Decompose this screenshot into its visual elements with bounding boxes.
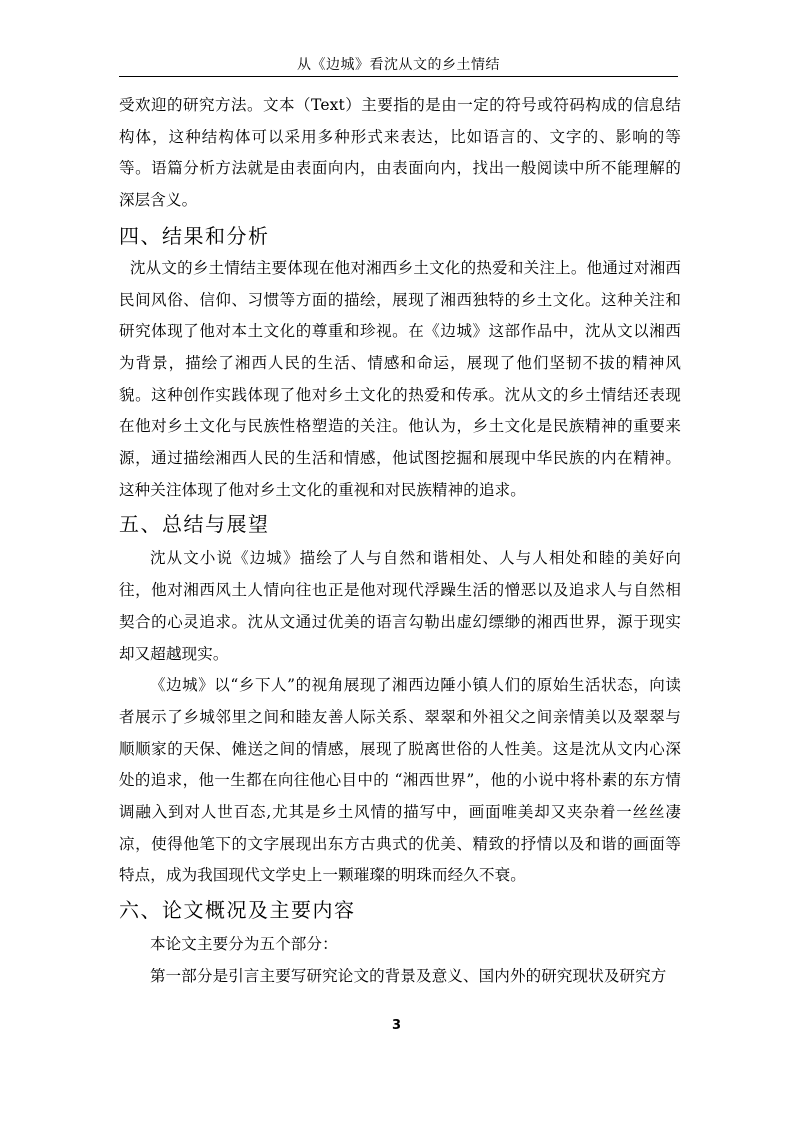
section-6-paragraph-2: 第一部分是引言主要写研究论文的背景及意义、国内外的研究现状及研究方 [150,966,667,985]
page-number: 3 [391,1018,402,1033]
section-6-paragraph-1: 本论文主要分为五个部分： [150,935,338,954]
section-4-heading: 四、结果和分析 [119,223,270,248]
section-5-paragraph-1: 沈从文小说《边城》描绘了人与自然和谐相处、人与人相处和睦的美好向往，他对湘西风土人情向往也正是他对现代浮躁生活的憎恶以及追求人与自然相契合的心灵追求。沈从文通过优美的语言勾勒出虚幻缥缈的湘西世界，源于现实却又超越现实。 [119,549,681,663]
section-5-heading: 五、总结与展望 [119,512,270,537]
section-4-paragraph: 沈从文的乡土情结主要体现在他对湘西乡土文化的热爱和关注上。他通过对湘西民间风俗、信仰、习惯等方面的描绘，展现了湘西独特的乡土文化。这种关注和研究体现了他对本土文化的尊重和珍视。在《边城》这部作品中，沈从文以湘西为背景，描绘了湘西人民的生活、情感和命运，展现了他们坚韧不拔的精神风貌。这种创作实践体现了他对乡土文化的热爱和传承。沈从文的乡土情结还表现在他对乡土文化与民族性格塑造的关注。他认为，乡土文化是民族精神的重要来源，通过描绘湘西人民的生活和情感，他试图挖掘和展现中华民族的内在精神。这种关注体现了他对乡土文化的重视和对民族精神的追求。 [119,258,681,499]
continuation-paragraph: 受欢迎的研究方法。文本（Text）主要指的是由一定的符号或符码构成的信息结构体，这种结构体可以采用多种形式来表达，比如语言的、文字的、影响的等等。语篇分析方法就是由表面向内，由表面向内，找出一般阅读中所不能理解的深层含义。 [119,96,681,210]
page-content [119,90,681,993]
running-header-title: 从《边城》看沈从文的乡土情结 [297,57,500,73]
section-6-heading: 六、论文概况及主要内容 [119,898,356,923]
header-divider [119,76,678,77]
section-5-paragraph-2: 《边城》以“乡下人”的视角展现了湘西边陲小镇人们的原始生活状态，向读者展示了乡城邻里之间和睦友善人际关系、翠翠和外祖父之间亲情美以及翠翠与顺顺家的天保、傩送之间的情感，展现了脱离世俗的人性美。这是沈从文内心深处的追求，他一生都在向往他心目中的 “湘西世界”，他的小说中将朴素的东方情调融入到对人世百态,尤其是乡土风情的描写中，画面唯美却又夹杂着一丝丝凄凉，使得他笔下的文字展现出东方古典式的优美、精致的抒情以及和谐的画面等特点，成为我国现代文学史上一颗璀璨的明珠而经久不衰。 [119,676,681,885]
